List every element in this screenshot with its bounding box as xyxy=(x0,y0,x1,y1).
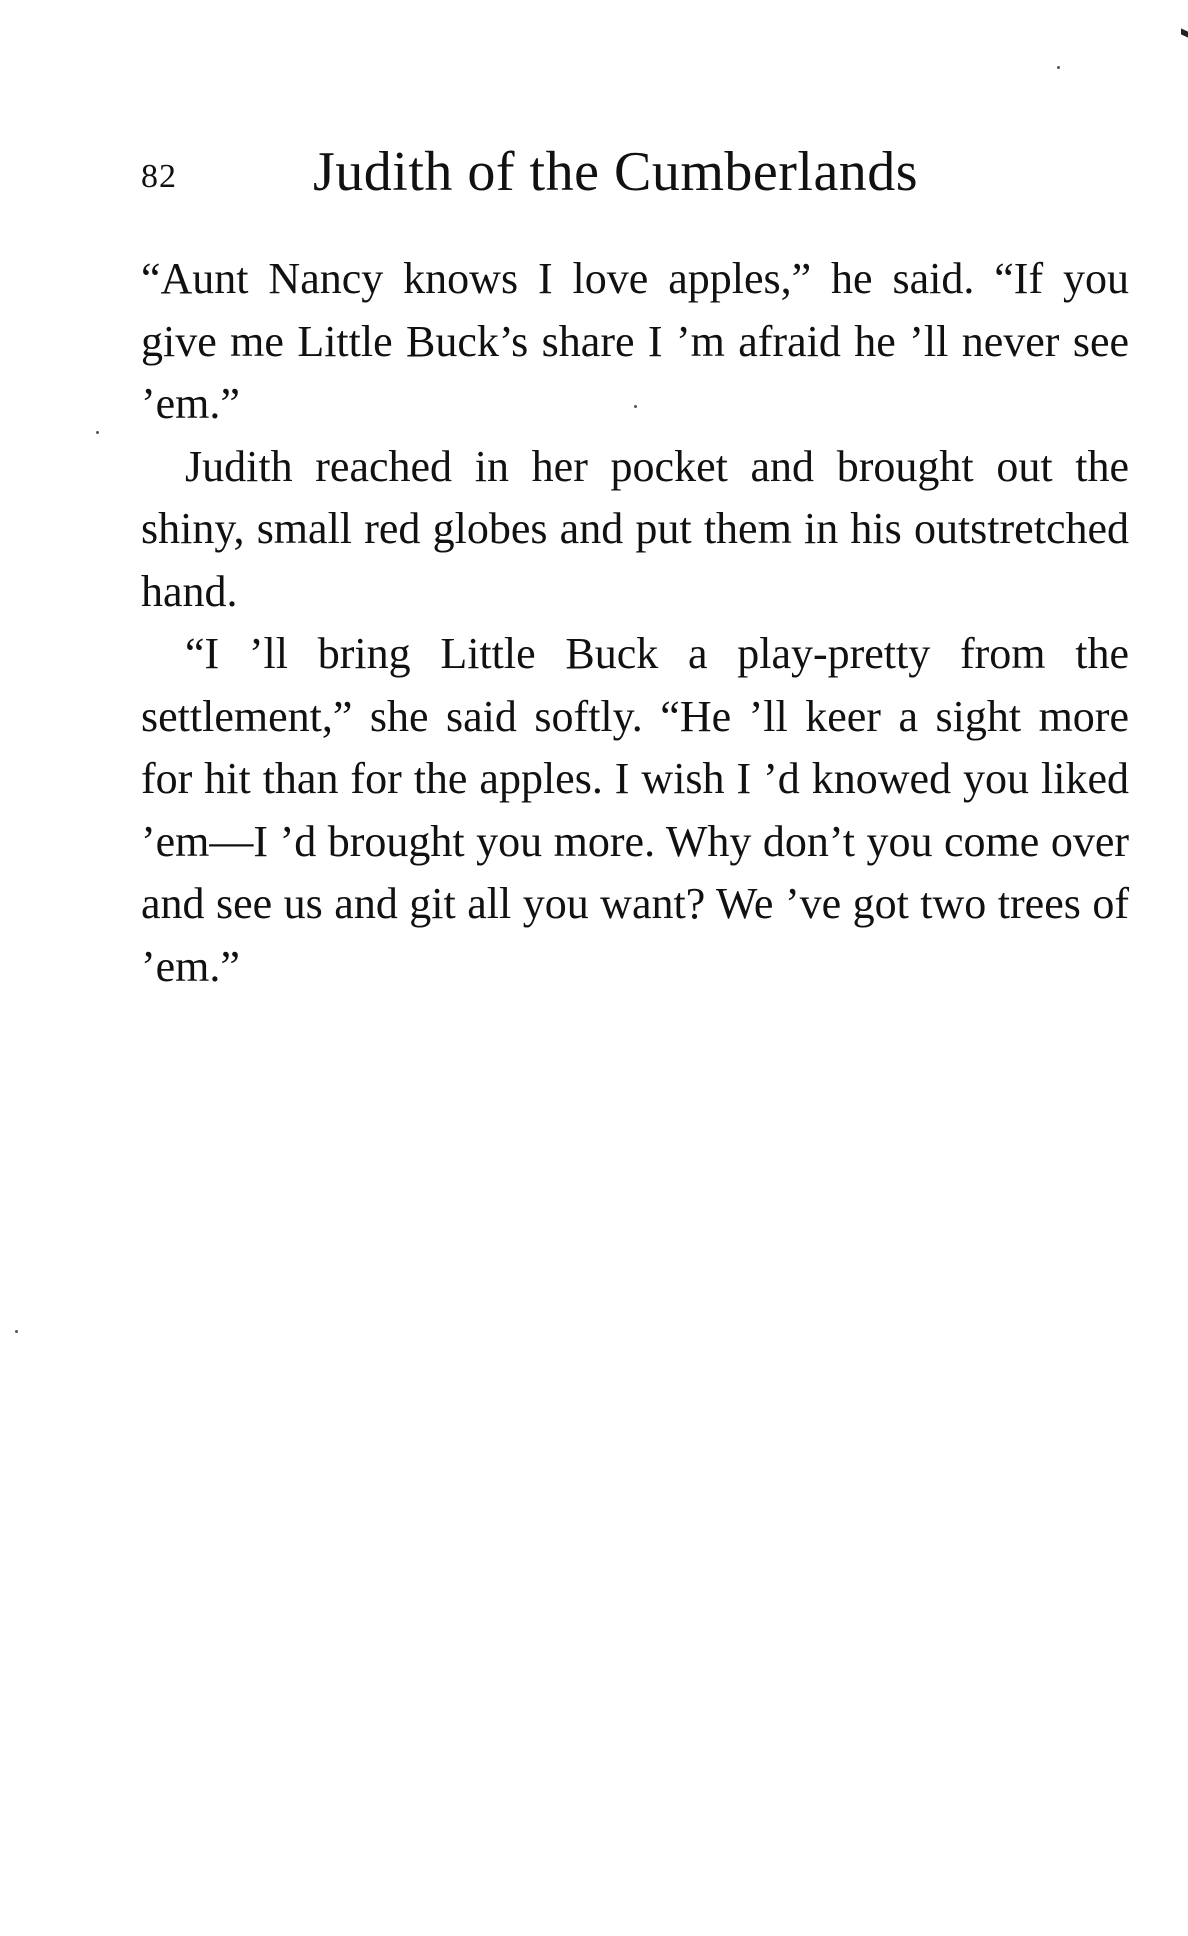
scan-speck xyxy=(634,405,637,408)
scan-mark xyxy=(1181,28,1188,37)
paragraph-judith-globes: Judith reached in her pocket and brought out the shiny, small red globes and put them in his outstretched hand. xyxy=(141,441,1129,616)
page-number: 82 xyxy=(141,158,177,195)
running-title: Judith of the Cumberlands xyxy=(313,141,919,203)
scan-speck xyxy=(15,1330,18,1333)
scan-speck xyxy=(96,431,99,434)
scan-speck xyxy=(1057,66,1060,69)
running-header xyxy=(141,140,1041,210)
paragraph-dialogue-apples: “Aunt Nancy knows I love apples,” he said. “If you give me Little Buck’s share I ’m afraid he ’ll never see ’em.” xyxy=(141,254,1129,428)
body-text xyxy=(141,248,1129,998)
paragraph-play-pretty: “I ’ll bring Little Buck a play-pretty from the settlement,” she said softly. “He ’ll keer a sight more for hit than for the apples. I wish I ’d knowed you liked ’em—I ’d brought you more. Why don’t you come over and see us and git all you want? We ’ve got two trees of ’em.” xyxy=(141,629,1129,991)
